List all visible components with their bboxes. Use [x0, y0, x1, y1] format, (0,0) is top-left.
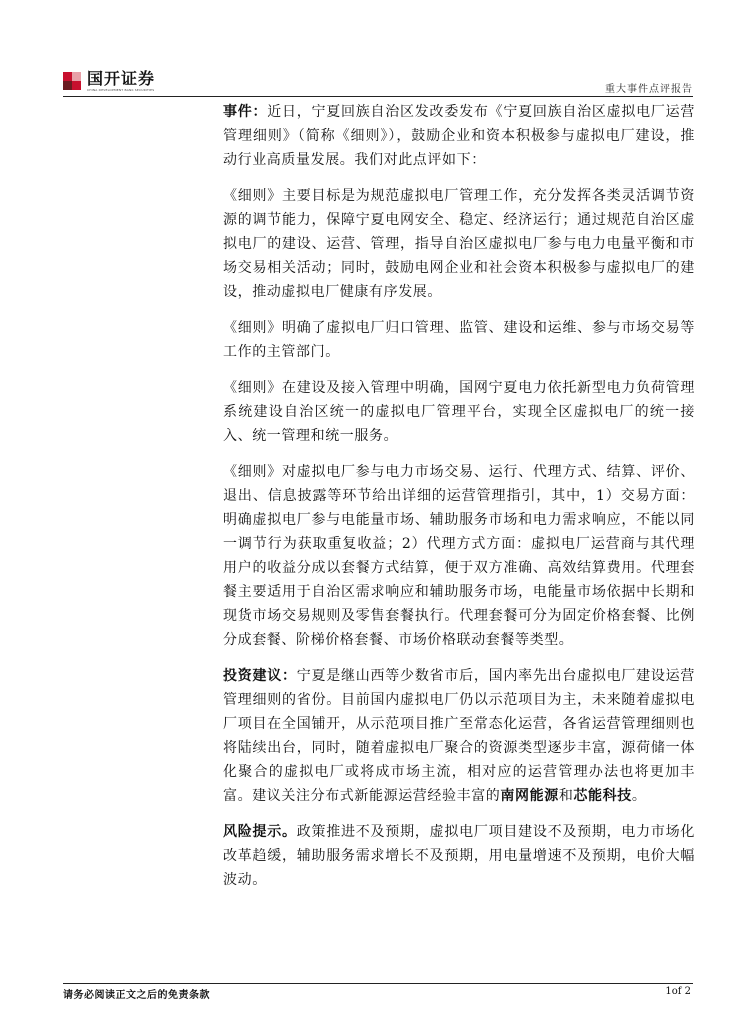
operation-paragraph: 《细则》对虚拟电厂参与电力市场交易、运行、代理方式、结算、评价、退出、信息披露等环节给出详细的运营管理指引，其中，1）交易方面：明确虚拟电厂参与电能量市场、辅助服务市场和电力需求响应，不能以同一调节行为获取重复收益；2）代理方式方面：虚拟电厂运营商与其代理用户的收益分成以套餐方式结算，便于双方准确、高效结算费用。代理套餐主要适用于自治区需求响应和辅助服务市场，电能量市场依据中长期和现货市场交易规则及零售套餐执行。代理套餐可分为固定价格套餐、比例分成套餐、阶梯价格套餐、市场价格联动套餐等类型。 [223, 464, 695, 648]
event-label: 事件： [223, 104, 268, 120]
risk-paragraph [223, 820, 695, 892]
stock-name: 南网能源 [500, 788, 559, 804]
investment-paragraph: 投资建议：宁夏是继山西等少数省市后，国内率先出台虚拟电厂建设运营管理细则的省份。目前国内虚拟电厂仍以示范项目为主，未来随着虚拟电厂项目在全国铺开，从示范项目推广至常态化运营，各省运营管理细则也将陆续出台，同时，随着虚拟电厂聚合的资源类型逐步丰富，源荷储一体化聚合的虚拟电厂或将成市场主流，相对应的运营管理办法也将更加丰富。建议关注分布式新能源运营经验丰富的南网能源和芯能科技。 [223, 668, 696, 804]
page-header [0, 0, 755, 100]
page-number: 1of 2 [665, 986, 691, 997]
header-divider [63, 96, 693, 97]
stock-name: 芯能科技 [573, 788, 632, 804]
footer-divider [63, 983, 693, 984]
risk-text: 政策推进不及预期，虚拟电厂项目建设不及预期，电力市场化改革趋缓，辅助服务需求增长不及预期，用电量增速不及预期，电价大幅波动。 [223, 824, 696, 888]
report-body [223, 100, 695, 904]
company-logo [63, 70, 155, 94]
authority-paragraph: 《细则》明确了虚拟电厂归口管理、监管、建设和运维、参与市场交易等工作的主管部门。 [223, 320, 695, 360]
disclaimer-notice: 请务必阅读正文之后的免责条款 [63, 990, 210, 1001]
report-type: 重大事件点评报告 [605, 84, 693, 95]
event-paragraph [223, 100, 695, 172]
logo-mark-icon [63, 72, 81, 90]
investment-text: 宁夏是继山西等少数省市后，国内率先出台虚拟电厂建设运营管理细则的省份。目前国内虚拟电厂仍以示范项目为主，未来随着虚拟电厂项目在全国铺开，从示范项目推广至常态化运营，各省运营管理细则也将陆续出台，同时，随着虚拟电厂聚合的资源类型逐步丰富，源荷储一体化聚合的虚拟电厂或将成市场主流，相对应的运营管理办法也将更加丰富。建议关注分布式新能源运营经验丰富的 [223, 668, 696, 804]
logo-english-name: CHINA DEVELOPMENT BANK SECURITIES [87, 88, 155, 92]
objective-paragraph: 《细则》主要目标是为规范虚拟电厂管理工作，充分发挥各类灵活调节资源的调节能力，保障宁夏电网安全、稳定、经济运行；通过规范自治区虚拟电厂的建设、运营、管理，指导自治区虚拟电厂参与电力电量平衡和市场交易相关活动；同时，鼓励电网企业和社会资本积极参与虚拟电厂的建设，推动虚拟电厂健康有序发展。 [223, 188, 695, 300]
event-text: 近日，宁夏回族自治区发改委发布《宁夏回族自治区虚拟电厂运营管理细则》（简称《细则》），鼓励企业和资本积极参与虚拟电厂建设，推动行业高质量发展。我们对此点评如下： [223, 104, 695, 168]
platform-paragraph: 《细则》在建设及接入管理中明确，国网宁夏电力依托新型电力负荷管理系统建设自治区统一的虚拟电厂管理平台，实现全区虚拟电厂的统一接入、统一管理和统一服务。 [223, 380, 695, 444]
risk-label: 风险提示。 [223, 824, 297, 840]
investment-label: 投资建议： [223, 668, 297, 684]
logo-name: 国开证券 [87, 69, 156, 88]
